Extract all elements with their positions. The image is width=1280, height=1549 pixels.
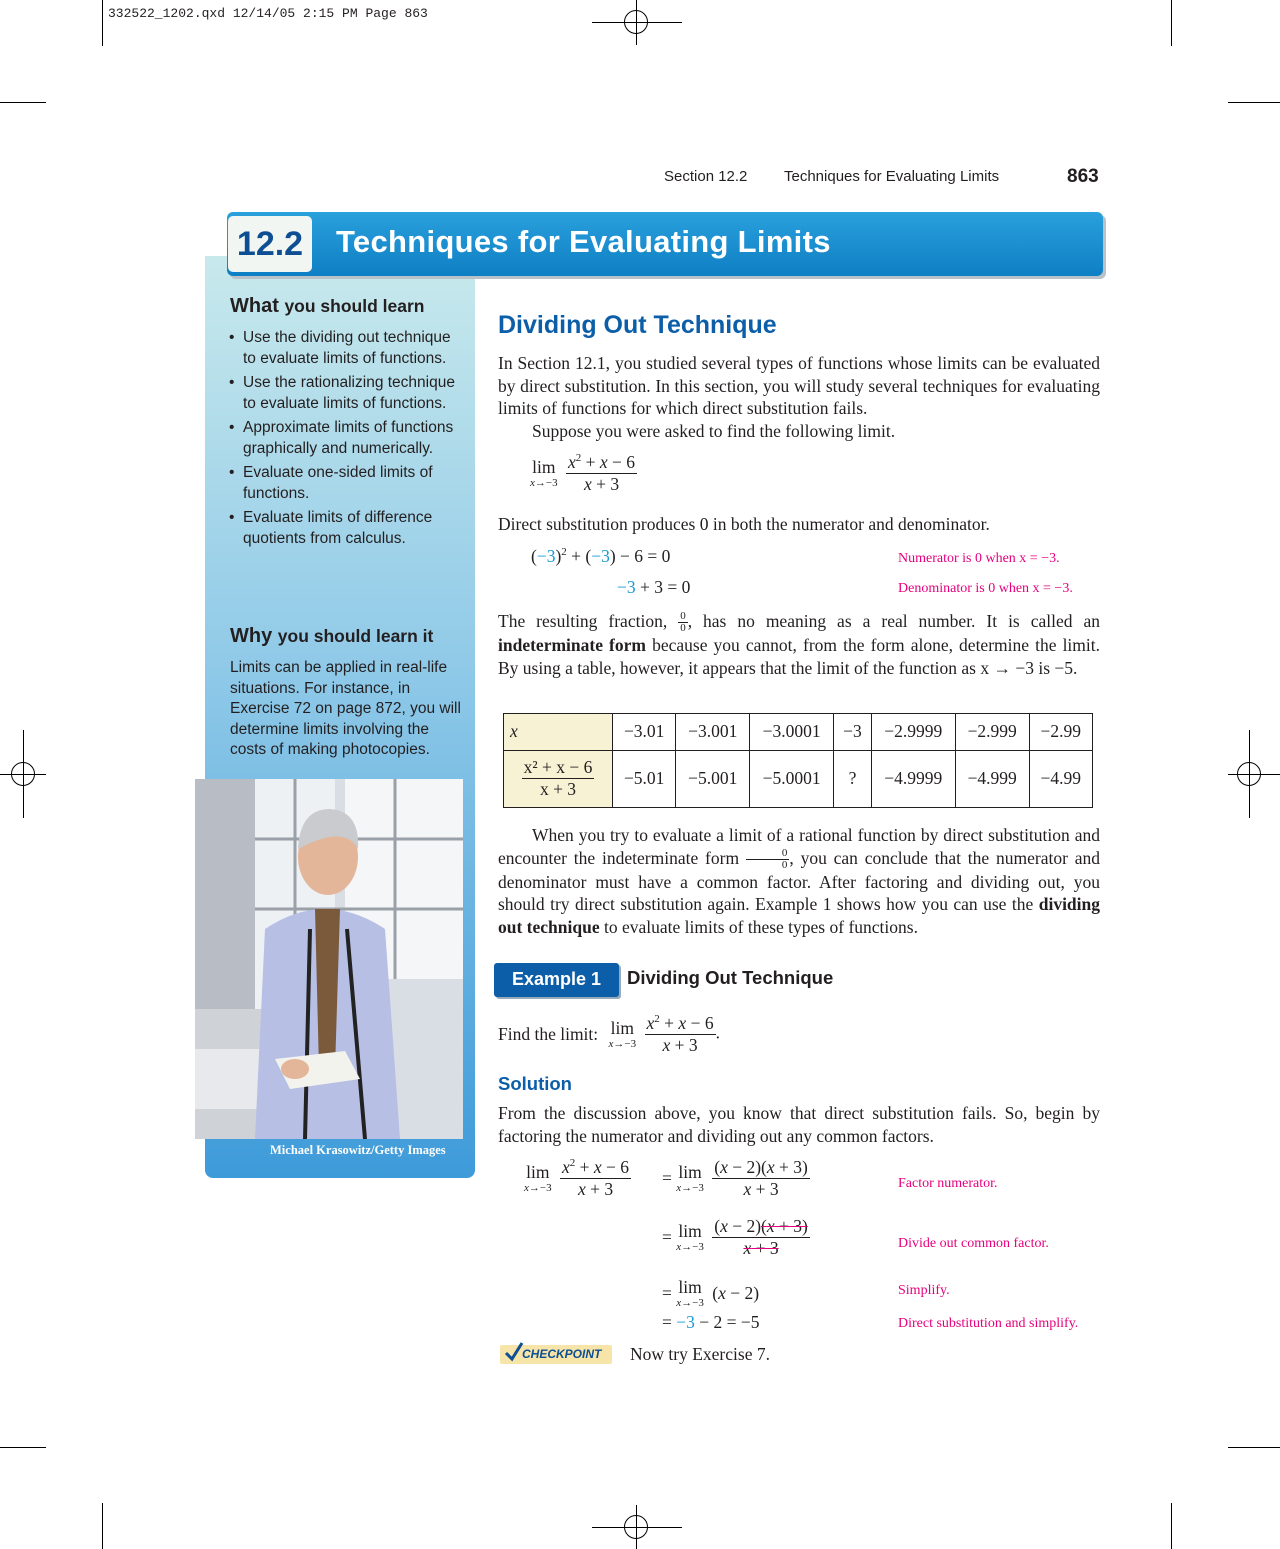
checkpoint-text: Now try Exercise 7. [630, 1344, 770, 1364]
step-note: Divide out common factor. [898, 1236, 1049, 1251]
why-heading: Why you should learn it [230, 625, 434, 647]
subsection-heading: Dividing Out Technique [498, 311, 777, 339]
table-cell: −3.001 [676, 714, 750, 751]
sidebar-photo [195, 779, 463, 1139]
section-title: Techniques for Evaluating Limits [336, 224, 831, 259]
limit-expression: lim x→−3 $\frac{x^2 + x - 6}{x + 3}$ [530, 452, 636, 494]
list-item: • Use the dividing out technique to evaluate limits of functions. [228, 328, 464, 369]
table-cell: −4.999 [955, 750, 1029, 807]
table-cell: −5.01 [613, 750, 676, 807]
step-4: = −3 − 2 = −5 [662, 1312, 760, 1332]
indeterminate-paragraph: The resulting fraction, $\frac{0}{0}$ , has no meaning as a real number. It is called an indeterminate form because you cannot, from the form alone, determine the limit. By using a table, however, it appears that the limit of the function as x → −3 is −5. [498, 610, 1101, 678]
table-cell: −3 [834, 714, 871, 751]
table-cell: −4.9999 [871, 750, 955, 807]
checkmark-icon [504, 1341, 524, 1363]
table-cell: −2.999 [955, 714, 1029, 751]
learn-list [228, 328, 464, 553]
table-cell: −3.0001 [750, 714, 834, 751]
denominator-note: Denominator is 0 when x = −3. [898, 581, 1073, 596]
table-cell: −4.99 [1029, 750, 1092, 807]
table-cell: ? [834, 750, 871, 807]
step-3: = lim x→−3 (x − 2) [662, 1277, 760, 1309]
checkpoint-badge: CHECKPOINT [500, 1345, 612, 1364]
table-cell: −5.0001 [750, 750, 834, 807]
table-header-f: $\frac{\text{x² + x − 6}}{x + 3}$ [504, 750, 613, 807]
list-item: • Use the rationalizing technique to evaluate limits of functions. [228, 373, 464, 414]
step-note: Direct substitution and simplify. [898, 1316, 1079, 1331]
list-item: • Evaluate limits of difference quotients from calculus. [228, 508, 464, 549]
why-text: Limits can be applied in real-life situations. For instance, in Exercise 72 on page 872, you will determine limits involving the costs of making photocopies. [230, 659, 461, 758]
suppose-paragraph: Suppose you were asked to find the following limit. [532, 421, 896, 441]
step-1-rhs: = lim x→−3 $\frac{(x - 2)(x + 3)}{x + 3}$ [662, 1157, 808, 1199]
table-cell: −3.01 [613, 714, 676, 751]
solution-paragraph: From the discussion above, you know that direct substitution fails. So, begin by factoring the numerator and dividing out any common factors. [498, 1103, 1100, 1146]
table-cell: −2.9999 [871, 714, 955, 751]
learn-heading: What you should learn [230, 295, 425, 317]
section-number: 12.2 [228, 216, 312, 272]
direct-sub-paragraph: Direct substitution produces 0 in both the numerator and denominator. [498, 514, 990, 534]
list-item: • Approximate limits of functions graphically and numerically. [228, 418, 464, 459]
step-note: Simplify. [898, 1283, 950, 1298]
step-2: = lim x→−3 $\frac{(x - 2)(x + 3)}{x + 3}$ [662, 1216, 808, 1258]
denominator-eval: −3 + 3 = 0 [617, 577, 691, 597]
example-problem: Find the limit: lim x→−3 $\frac{x^2 + x - 6}{x + 3}$ . [498, 1013, 720, 1055]
technique-paragraph: When you try to evaluate a limit of a rational function by direct substitution and encounter the indeterminate form $\frac{0}{0}$ , you can conclude that the numerator and denominator must have a common factor. After factoring and dividing out, you should try direct substitution again. Example 1 shows how you can use the dividing out technique to evaluate limits of these types of functions. [498, 825, 1101, 937]
list-item: • Evaluate one-sided limits of functions. [228, 463, 464, 504]
table-cell: −2.99 [1029, 714, 1092, 751]
running-head-section: Section 12.2 [664, 168, 748, 185]
photo-credit: Michael Krasowitz/Getty Images [270, 1143, 446, 1157]
solution-heading: Solution [498, 1073, 572, 1094]
table-cell: −5.001 [676, 750, 750, 807]
table-header-x: x [504, 714, 613, 751]
values-table [503, 713, 1093, 808]
numerator-note: Numerator is 0 when x = −3. [898, 551, 1060, 566]
numerator-eval: $(-3)^2 + (-3) - 6 = 0$ [531, 546, 671, 566]
example-badge: Example 1 [494, 963, 619, 997]
step-note: Factor numerator. [898, 1176, 998, 1191]
example-title: Dividing Out Technique [627, 967, 834, 988]
page-number: 863 [1067, 166, 1099, 187]
printer-slug: 332522_1202.qxd 12/14/05 2:15 PM Page 863 [108, 6, 428, 21]
step-1-lhs: lim x→−3 $\frac{x^2 + x - 6}{x + 3}$ [524, 1157, 630, 1199]
running-head-title: Techniques for Evaluating Limits [784, 168, 1000, 185]
intro-paragraph: In Section 12.1, you studied several types of functions whose limits can be evaluated by direct substitution. In this section, you will study several techniques for evaluating limits of functions for which direct substitution fails. [498, 353, 1100, 418]
